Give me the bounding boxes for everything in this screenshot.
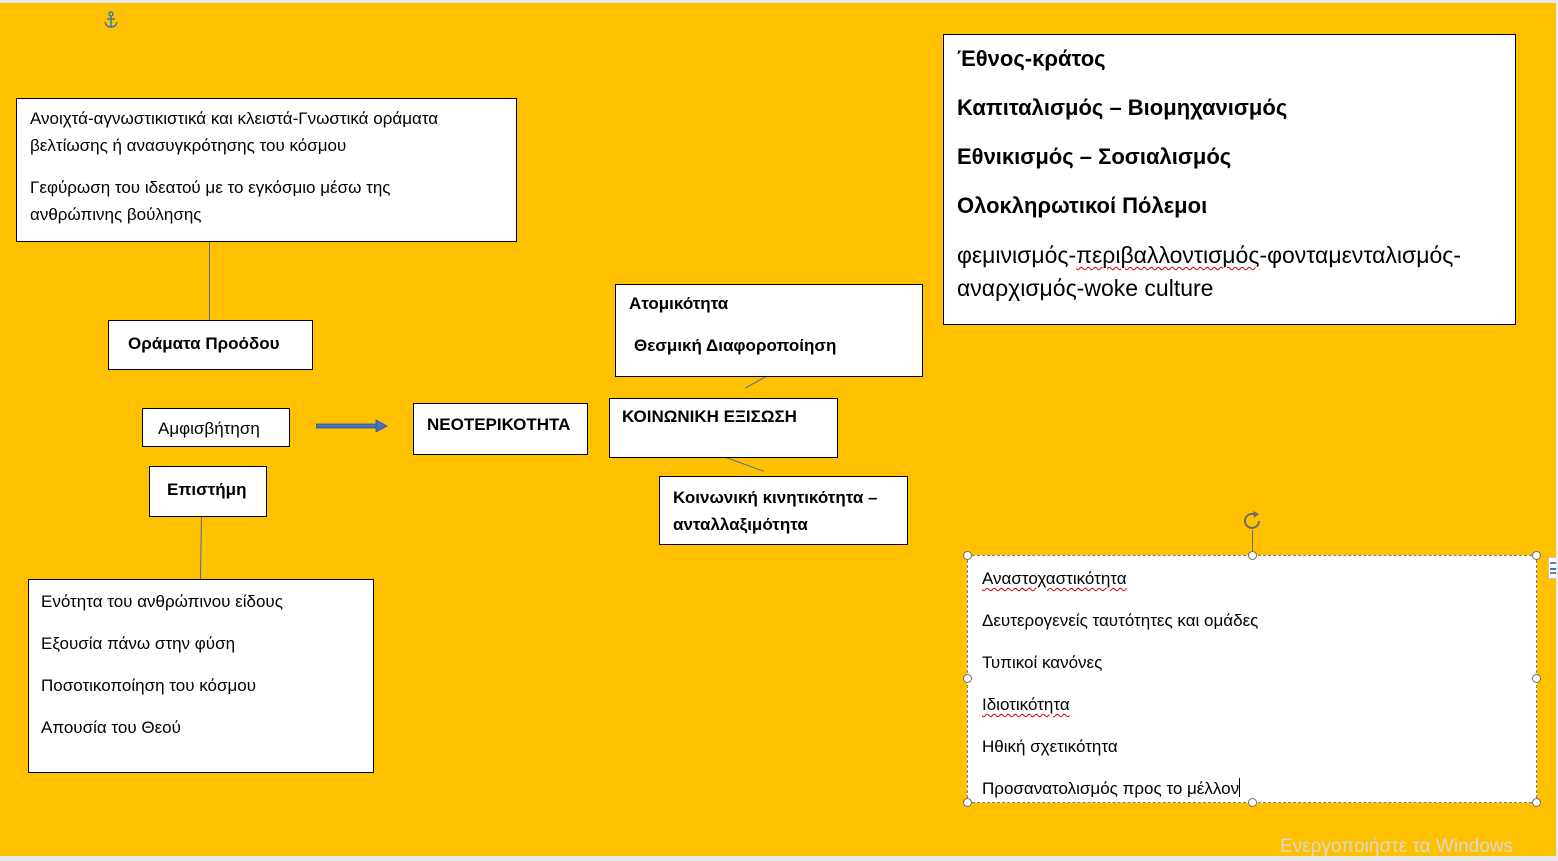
slide-canvas[interactable] — [0, 3, 1556, 856]
social-equation-box[interactable] — [609, 398, 838, 458]
mobility-line-2: ανταλλαξιμότητα — [673, 515, 808, 534]
resize-handle-bottom-center[interactable] — [1248, 798, 1257, 807]
science-label: Επιστήμη — [167, 480, 247, 499]
progress-visions-label: Οράματα Προόδου — [128, 334, 280, 353]
connector-individuality-equation — [745, 376, 766, 389]
visions-line-2: βελτίωσης ή ανασυγκρότησης του κόσμου — [30, 136, 347, 155]
nation-state-line-5: φεμινισμός-περιβαλλοντισμός-φονταμενταλισμός- — [957, 242, 1462, 268]
nation-state-line-1: Έθνος-κράτος — [957, 46, 1106, 71]
reflexivity-item-5: Ηθική σχετικότητα — [982, 737, 1118, 756]
modernity-label: ΝΕΟΤΕΡΙΚΟΤΗΤΑ — [427, 415, 571, 434]
visions-line-3: Γεφύρωση του ιδεατού με το εγκόσμιο μέσω της — [30, 178, 391, 197]
rotate-connector — [1252, 530, 1253, 551]
reflexivity-item-2: Δευτερογενείς ταυτότητες και ομάδες — [982, 611, 1259, 630]
windows-activation-watermark: Ενεργοποιήστε τα Windows — [1280, 836, 1514, 856]
science-box[interactable] — [149, 466, 267, 517]
visions-line-1: Ανοιχτά-αγνωστικιστικά και κλειστά-Γνωστικά οράματα — [30, 109, 439, 128]
resize-handle-top-left[interactable] — [963, 551, 972, 560]
nation-state-line-4: Ολοκληρωτικοί Πόλεμοι — [957, 193, 1208, 218]
progress-visions-box[interactable] — [108, 320, 313, 370]
visions-line-4: ανθρώπινης βούλησης — [30, 205, 202, 224]
nation-state-line-2: Καπιταλισμός – Βιομηχανισμός — [957, 95, 1288, 120]
science-item-2: Εξουσία πάνω στην φύση — [41, 634, 236, 653]
anchor-icon — [103, 11, 119, 29]
visions-box[interactable] — [16, 98, 517, 242]
resize-handle-bottom-right[interactable] — [1532, 798, 1541, 807]
individuality-line-1: Ατομικότητα — [629, 294, 729, 313]
questioning-label: Αμφισβήτηση — [158, 419, 260, 438]
connector-equation-mobility — [723, 456, 764, 472]
resize-handle-top-center[interactable] — [1248, 551, 1257, 560]
reflexivity-item-3: Τυπικοί κανόνες — [982, 653, 1103, 672]
resize-handle-middle-left[interactable] — [963, 674, 972, 683]
nation-state-line-6: αναρχισμός-woke culture — [957, 275, 1214, 301]
reflexivity-item-4: Ιδιοτικότητα — [982, 695, 1070, 714]
nation-state-box[interactable] — [943, 34, 1516, 325]
text-cursor — [1239, 778, 1240, 797]
individuality-box[interactable] — [615, 284, 923, 377]
questioning-box[interactable] — [142, 408, 290, 447]
nation-state-line-3: Εθνικισμός – Σοσιαλισμός — [957, 144, 1232, 169]
science-list-box[interactable] — [28, 579, 374, 773]
reflexivity-box[interactable] — [967, 555, 1537, 803]
reflexivity-item-1: Αναστοχαστικότητα — [982, 569, 1127, 588]
right-arrow-icon — [316, 419, 388, 433]
mobility-line-1: Κοινωνική κινητικότητα – — [673, 488, 878, 507]
resize-handle-middle-right[interactable] — [1532, 674, 1541, 683]
rotate-handle-icon[interactable] — [1241, 510, 1265, 532]
resize-handle-bottom-left[interactable] — [963, 798, 972, 807]
science-item-1: Ενότητα του ανθρώπινου είδους — [41, 592, 283, 611]
resize-handle-top-right[interactable] — [1532, 551, 1541, 560]
connector-science-list — [200, 516, 202, 580]
science-item-3: Ποσοτικοποίηση του κόσμου — [41, 676, 257, 695]
science-item-4: Απουσία του Θεού — [41, 718, 181, 737]
social-equation-label: ΚΟΙΝΩΝΙΚΗ ΕΞΙΣΩΣΗ — [622, 407, 797, 426]
connector-visions-progress — [209, 241, 210, 320]
layout-options-icon[interactable] — [1548, 557, 1556, 579]
reflexivity-item-6: Προσανατολισμός προς το μέλλον — [982, 779, 1240, 798]
individuality-line-2: Θεσμική Διαφοροποίηση — [634, 336, 837, 355]
modernity-box[interactable] — [413, 403, 588, 455]
mobility-box[interactable] — [659, 476, 908, 545]
